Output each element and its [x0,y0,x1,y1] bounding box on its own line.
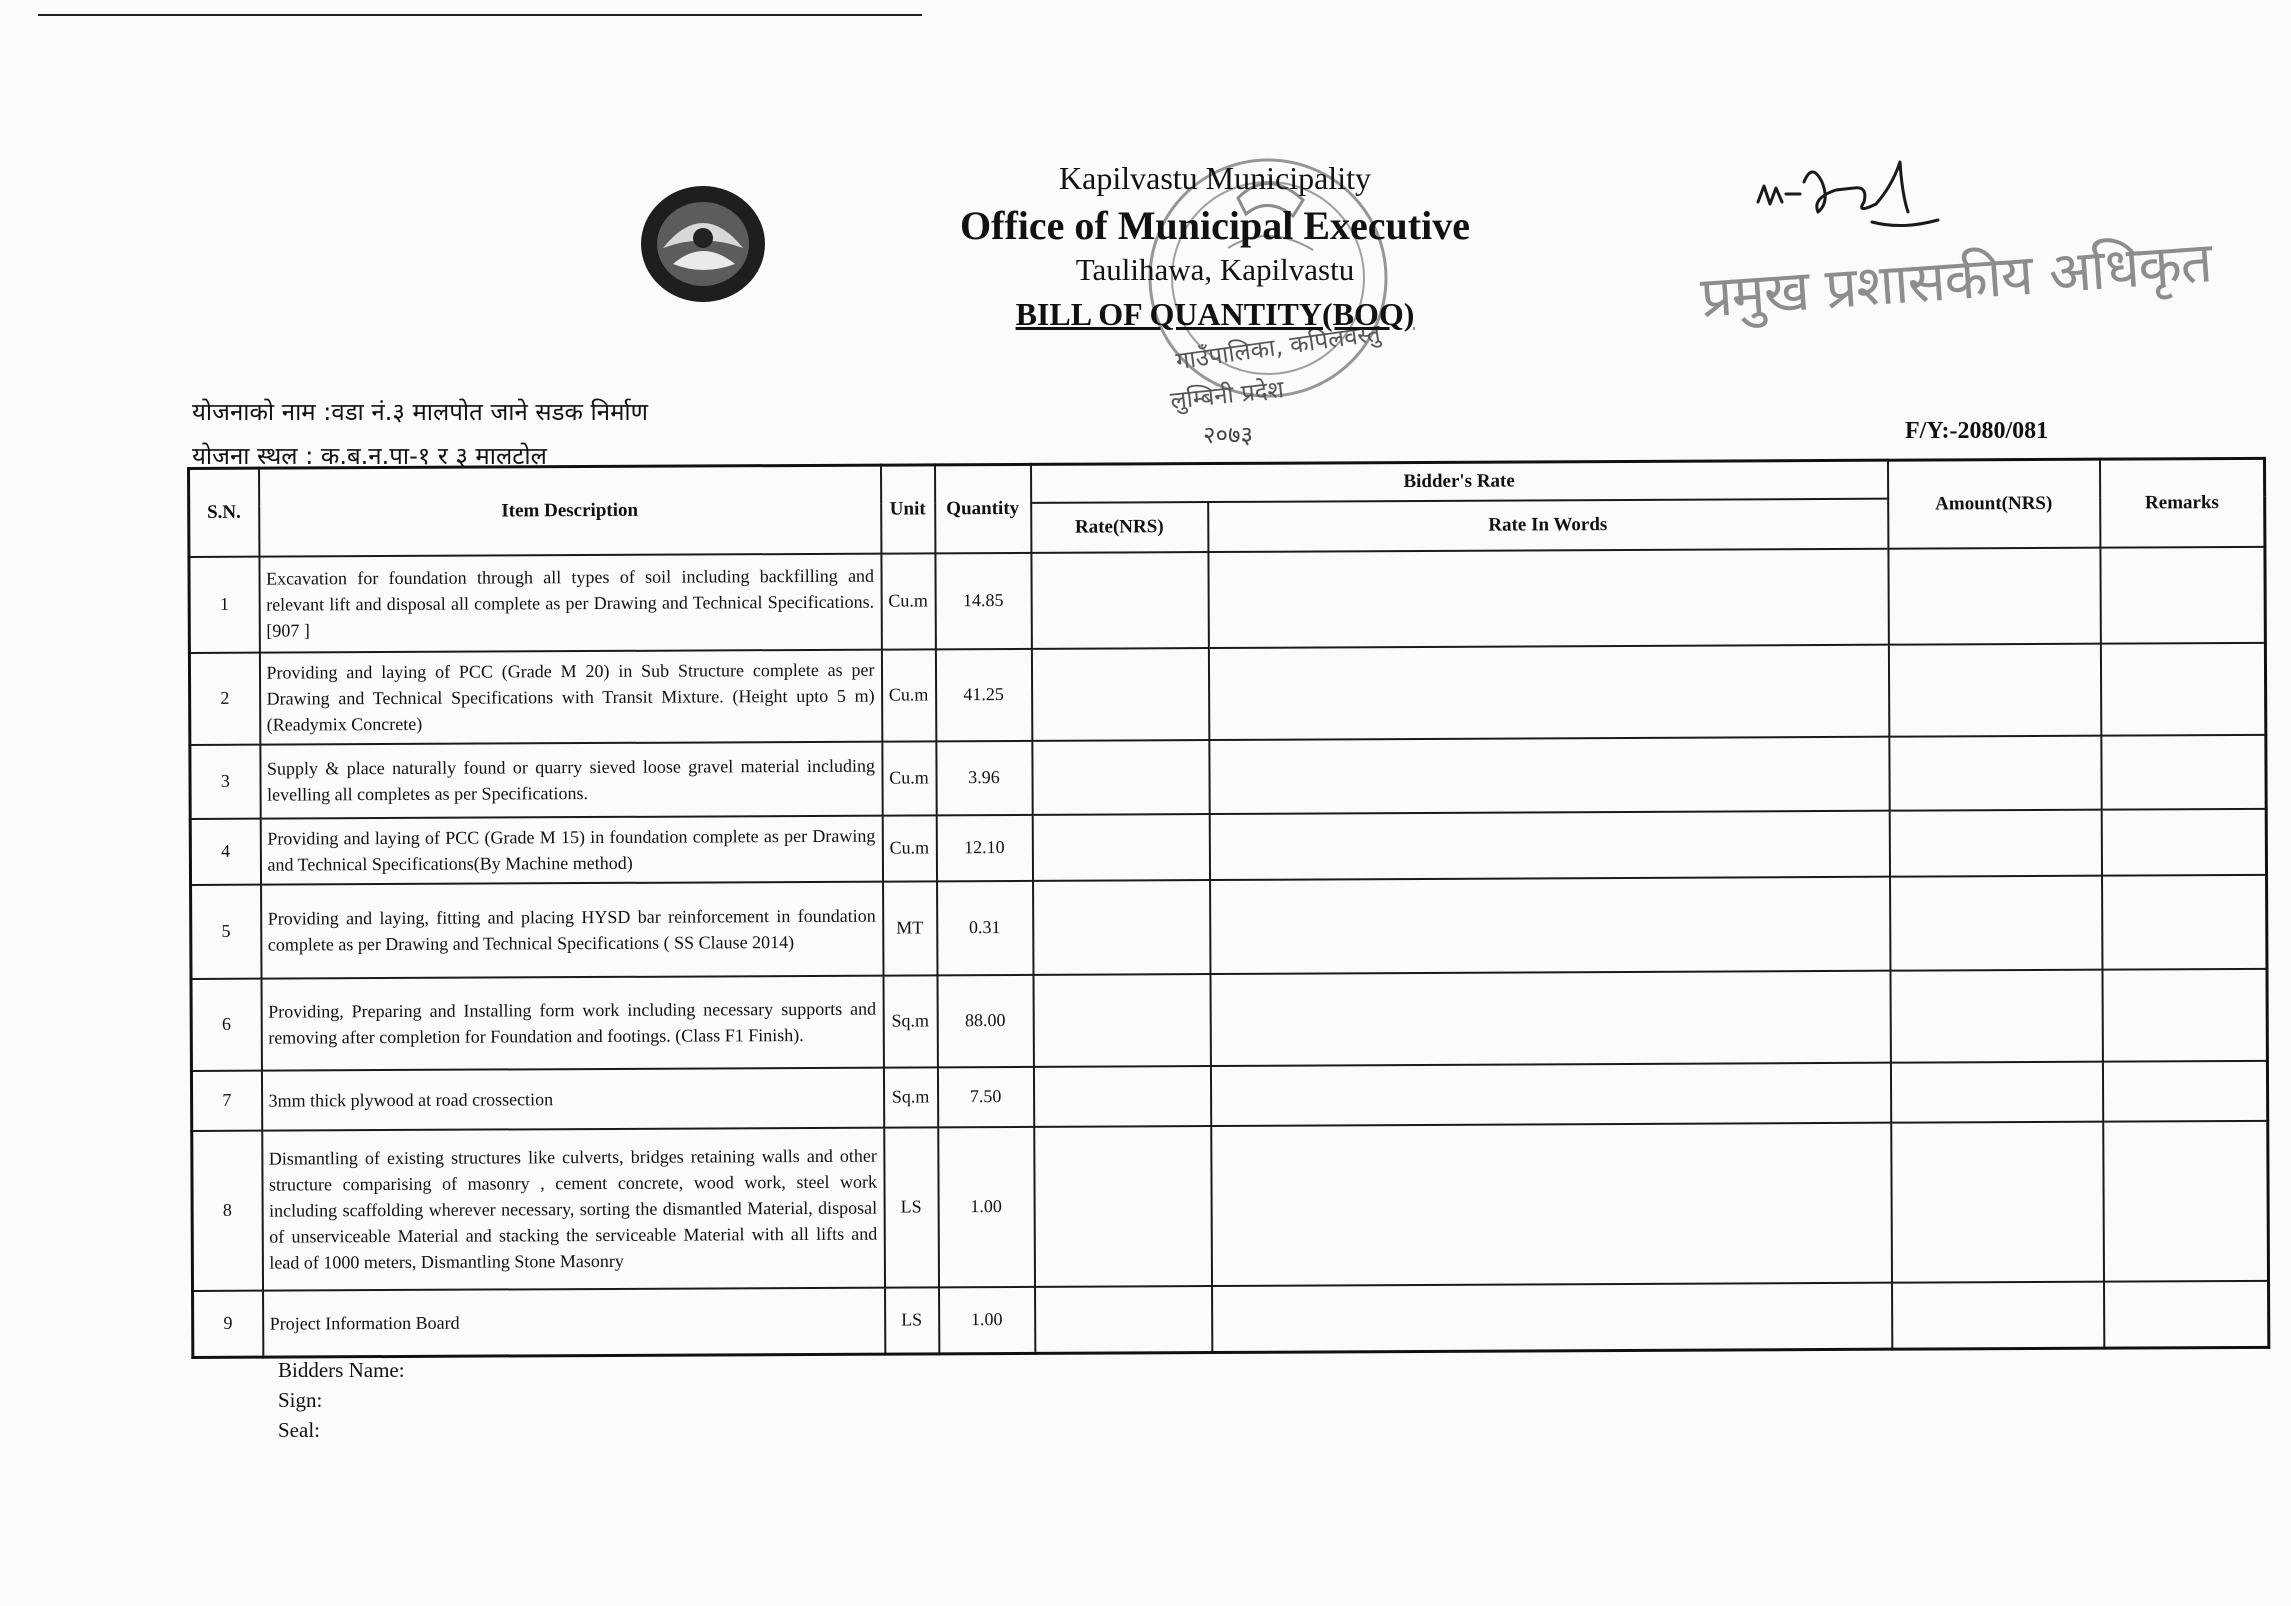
row-description: Providing and laying, fitting and placing HYSD bar reinforcement in foundation complete as per Drawing and Technical Specifications ( SS Clause 2014) [261,881,883,978]
row-sn: 7 [191,1070,261,1130]
row-remarks-cell [2102,968,2267,1061]
row-sn: 6 [191,978,261,1070]
row-amount-cell [1890,875,2102,970]
row-description: Providing, Preparing and Installing form work including necessary supports and removing after completion for Foundation and footings. (Class F1 Finish). [261,975,883,1070]
bidders-name-label: Bidders Name: [278,1358,405,1382]
header-rate-in-words: Rate In Words [1208,498,1888,551]
table-row [189,546,2265,652]
nepal-emblem-icon [633,178,773,308]
boq-table [187,457,2270,1359]
row-rate-words-cell [1210,876,1890,973]
row-rate-cell [1031,648,1208,741]
seal-label: Seal: [278,1418,320,1442]
row-description: Providing and laying of PCC (Grade M 15) in foundation complete as per Drawing and Technical Specifications(By Machine method) [260,815,882,884]
row-quantity: 14.85 [935,552,1031,648]
table-row [191,874,2267,978]
row-rate-cell [1033,880,1210,975]
row-description: 3mm thick plywood at road crossection [261,1067,883,1130]
table-row [189,642,2265,744]
row-quantity: 41.25 [935,648,1031,740]
table-row [190,734,2266,818]
row-quantity: 12.10 [936,814,1032,880]
header-description: Item Description [259,465,881,556]
row-unit: LS [885,1287,939,1354]
row-amount-cell [1892,1281,2104,1349]
row-amount-cell [1890,969,2102,1062]
row-rate-cell [1032,814,1209,881]
row-sn: 5 [191,884,261,978]
row-remarks-cell [2101,808,2266,875]
stamp-text-2: लुम्बिनी प्रदेश [1168,375,1286,415]
table-row [193,1280,2269,1357]
row-description: Providing and laying of PCC (Grade M 20) in Sub Structure complete as per Drawing and Technical Specifications with Transit Mixture. (Height upto 5 m)(Readymix Concrete) [259,649,881,744]
row-unit: MT [883,881,937,975]
sign-label: Sign: [278,1388,323,1412]
row-rate-words-cell [1209,810,1889,879]
header-quantity: Quantity [934,464,1030,552]
top-rule [38,14,922,16]
table-row [192,1120,2269,1290]
row-rate-cell [1033,1066,1210,1127]
row-rate-words-cell [1210,1062,1890,1125]
row-rate-words-cell [1210,970,1890,1065]
row-unit: Cu.m [881,649,935,741]
table-row [191,1060,2267,1130]
row-unit: LS [884,1127,939,1287]
row-remarks-cell [2104,1280,2269,1348]
row-quantity: 1.00 [939,1286,1035,1353]
row-sn: 1 [189,556,259,652]
row-rate-words-cell [1212,1282,1892,1352]
row-description: Dismantling of existing structures like culverts, bridges retaining walls and other structure comparising of masonry , cement concrete, wood work, steel work including scaffolding wherever necessary, sorting the dismantled Material, disposal of unserviceable Material and stacking the serviceable Material with all lifts and lead of 1000 meters, Dismantling Stone Masonry [262,1127,885,1290]
row-unit: Sq.m [883,1067,937,1127]
project-location: योजना स्थल : क.ब.न.पा-१ र ३ मालटोल [192,442,547,470]
project-name: योजनाको नाम :वडा नं.३ मालपोत जाने सडक निर्माण [192,398,648,426]
row-rate-cell [1032,740,1209,815]
row-amount-cell [1889,735,2101,810]
header-bidders-rate: Bidder's Rate [1030,460,1887,502]
header-amount: Amount(NRS) [1888,459,2100,548]
row-sn: 8 [192,1130,263,1290]
row-rate-words-cell [1211,1122,1892,1285]
row-remarks-cell [2103,1120,2269,1281]
row-description: Project Information Board [263,1287,885,1357]
row-description: Supply & place naturally found or quarry sieved loose gravel material including levelling all completes as per Specifications. [260,741,882,818]
table-row [191,968,2267,1070]
table-row [190,808,2266,884]
row-amount-cell [1889,809,2101,876]
header-unit: Unit [880,465,934,553]
row-rate-words-cell [1209,736,1889,813]
row-remarks-cell [2102,1060,2267,1121]
row-sn: 9 [193,1290,263,1357]
row-remarks-cell [2102,874,2267,969]
row-rate-cell [1031,552,1208,649]
row-quantity: 3.96 [936,740,1032,814]
table-header-row [189,458,2265,506]
row-unit: Cu.m [881,553,935,649]
row-unit: Cu.m [882,741,936,815]
row-amount-cell [1890,1061,2102,1122]
header-remarks: Remarks [2100,458,2265,547]
row-amount-cell [1888,547,2100,644]
stamp-text-1: गाउँपालिका, कपिलवस्तु [1174,318,1383,376]
row-sn: 4 [190,818,260,884]
row-sn: 2 [189,652,259,744]
row-quantity: 88.00 [937,974,1033,1066]
row-rate-cell [1035,1286,1212,1354]
row-sn: 3 [190,744,260,818]
row-rate-words-cell [1208,548,1888,647]
header-sn: S.N. [189,468,259,556]
stamp-year: २०७३ [1203,421,1253,449]
row-unit: Sq.m [883,975,937,1067]
row-rate-words-cell [1208,644,1888,739]
row-rate-cell [1033,974,1210,1067]
row-remarks-cell [2101,734,2266,809]
fiscal-year: F/Y:-2080/081 [1905,418,2049,444]
row-quantity: 7.50 [937,1066,1033,1126]
row-description: Excavation for foundation through all types of soil including backfilling and relevant lift and disposal all complete as per Drawing and Technical Specifications.[907 ] [259,553,881,652]
row-rate-cell [1034,1126,1212,1287]
row-quantity: 1.00 [938,1126,1035,1286]
row-quantity: 0.31 [937,880,1033,974]
row-unit: Cu.m [882,815,936,881]
header-rate: Rate(NRS) [1031,502,1208,553]
row-remarks-cell [2100,546,2265,643]
row-amount-cell [1891,1121,2104,1282]
officer-seal-text: प्रमुख प्रशासकीय अधिकृत [1698,230,2214,331]
row-remarks-cell [2100,642,2265,735]
row-amount-cell [1888,643,2100,736]
